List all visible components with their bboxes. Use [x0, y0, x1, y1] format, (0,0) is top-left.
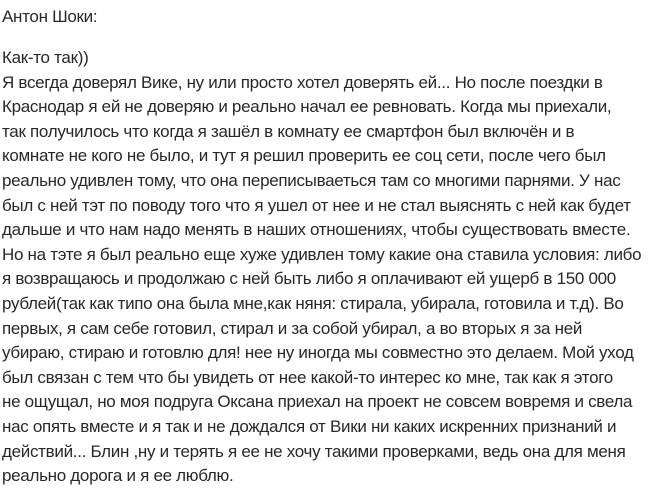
- post-body-line: реально удивлен тому, что она переписываеться там со многими парнями. У нас: [2, 170, 621, 190]
- post-body-lines: [2, 71, 662, 489]
- post-text: [2, 46, 662, 489]
- post-body-line: комнате не кого не было, и тут я решил проверить ее соц сети, после чего был: [2, 146, 606, 166]
- post-body-line: был связан с тем что бы увидеть от нее какой-то интерес ко мне, так как я этого: [2, 367, 613, 387]
- post-intro-line: Как-то так)): [2, 48, 89, 67]
- post-body-line: Я всегда доверял Вике, ну или просто хотел доверять ей... Но после поездки в: [2, 72, 603, 92]
- post-body-line: рублей(так как типо она была мне,как няня: стирала, убирала, готовила и т.д). Во: [2, 293, 624, 313]
- post-body-line: реально дорога и я ее люблю.: [2, 466, 234, 486]
- post-author: Антон Шоки:: [2, 7, 98, 26]
- post-body-line: я возвращаюсь и продолжаю с ней быть либо я оплачивают ей ущерб в 150 000: [2, 269, 616, 289]
- post-body-line: Краснодар я ей не доверяю и реально начал ее ревновать. Когда мы приехали,: [2, 97, 612, 117]
- post-body-line: нас опять вместе и я так и не дождался от Вики ни каких искренних признаний и: [2, 416, 617, 436]
- post-body-line: дальше и что нам надо менять в наших отношениях, чтобы существовать вместе.: [2, 220, 631, 240]
- post-body-line: так получилось что когда я зашёл в комнату ее смартфон был включён и в: [2, 121, 575, 141]
- post-body-line: действий... Блин ,ну и терять я ее не хочу такими проверками, ведь она для меня: [2, 441, 626, 461]
- post-body-line: первых, я сам себе готовил, стирал и за собой убирал, а во вторых я за ней: [2, 318, 583, 338]
- post-body-line: не ощущал, но моя подруга Оксана приехал на проект не совсем вовремя и свела: [2, 392, 633, 412]
- post-body-line: был с ней тэт по поводу того что я ушел от нее и не стал выяснять с ней как будет: [2, 195, 631, 215]
- post-body-line: Но на тэте я был реально еще хуже удивлен тому какие она ставила условия: либо: [2, 244, 642, 264]
- post-body-line: убираю, стираю и готовлю для! нее ну иногда мы совместно это делаем. Мой уход: [2, 343, 634, 363]
